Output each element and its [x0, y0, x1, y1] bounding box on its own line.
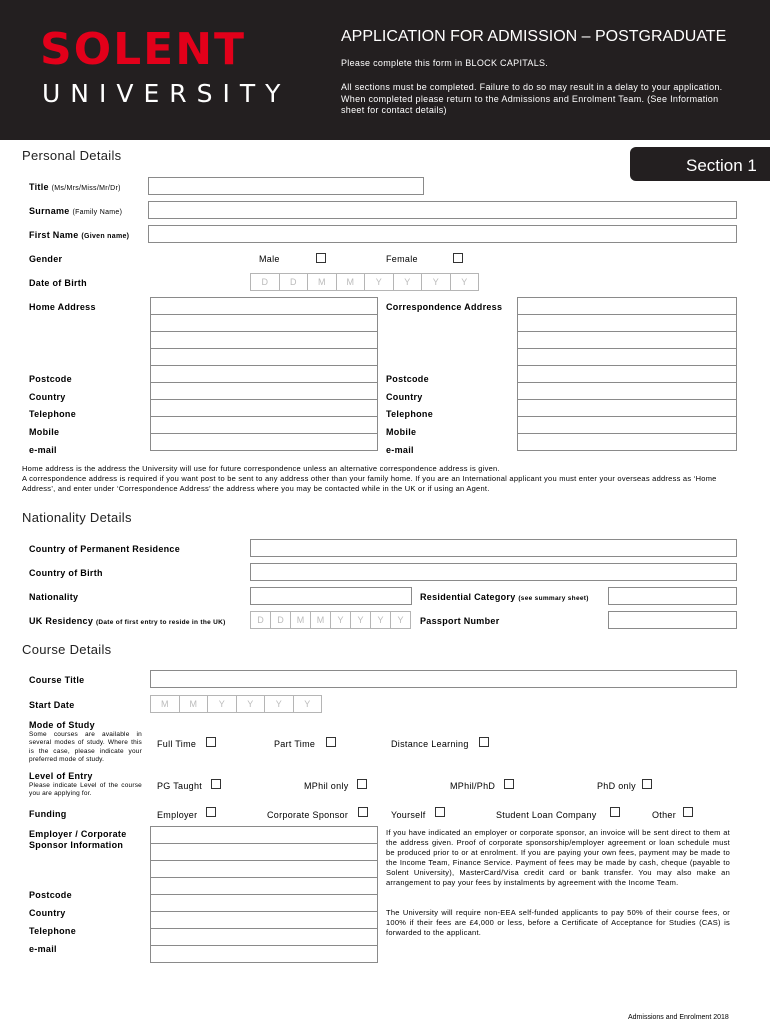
distance-learning-checkbox[interactable] [479, 737, 489, 747]
funding-note-cas: The University will require non-EEA self-funded applicants to pay 50% of their course fees, or 100% if their fees are £4,000 or less, before a Certificate of Acceptance for Studies (CAS) is forwarded to the applicant. [386, 908, 730, 937]
correspondence-postcode-label: Postcode [386, 374, 429, 384]
form-title: APPLICATION FOR ADMISSION – POSTGRADUATE [341, 28, 727, 45]
home-telephone-input[interactable] [150, 399, 378, 417]
home-address-line[interactable] [150, 348, 378, 366]
logo-university: UNIVERSITY [42, 79, 291, 108]
employer-label: Employer [157, 810, 198, 820]
male-label: Male [259, 254, 280, 264]
home-postcode-input[interactable] [150, 365, 378, 383]
correspondence-address-input[interactable] [517, 297, 737, 450]
home-mobile-label: Mobile [29, 427, 60, 437]
student-loan-company-checkbox[interactable] [610, 807, 620, 817]
home-email-input[interactable] [150, 433, 378, 451]
employer-email-input[interactable] [150, 945, 378, 963]
corporate-sponsor-label: Corporate Sponsor [267, 810, 349, 820]
funding-note-payment: If you have indicated an employer or corporate sponsor, an invoice will be sent direct to them at the address given. Proof of corporate sponsorship/employer agreement or loan schedule must be produced prior to or at enrolment. If you are paying your own fees, payment may be made to the Income Team, Finance Service. Payment of fees may be made by cash, cheque (payable to Solent University), MasterCard/Visa credit card or bank transfer. You may also make an arrangement to pay your fees by instalments by agreement with the Income Team. [386, 828, 730, 887]
home-email-label: e-mail [29, 445, 57, 455]
home-country-input[interactable] [150, 382, 378, 400]
uk-residency-label: UK Residency (Date of first entry to reside in the UK) [29, 616, 226, 626]
female-label: Female [386, 254, 418, 264]
permanent-residence-input[interactable] [250, 539, 737, 557]
corporate-sponsor-checkbox[interactable] [358, 807, 368, 817]
passport-label: Passport Number [420, 616, 500, 626]
correspondence-country-input[interactable] [517, 382, 737, 400]
uk-residency-cell[interactable]: D [250, 611, 271, 629]
full-time-label: Full Time [157, 739, 197, 749]
dob-cell[interactable]: D [250, 273, 280, 291]
phd-only-label: PhD only [597, 781, 636, 791]
start-date-input[interactable] [150, 695, 321, 713]
dob-label: Date of Birth [29, 278, 87, 288]
home-country-label: Country [29, 392, 66, 402]
dob-cell[interactable]: Y [393, 273, 423, 291]
mode-of-study-label: Mode of Study [29, 720, 95, 730]
correspondence-mobile-label: Mobile [386, 427, 417, 437]
personal-details-heading: Personal Details [22, 148, 122, 163]
uk-residency-cell[interactable]: Y [330, 611, 351, 629]
other-label: Other [652, 810, 677, 820]
correspondence-address-line[interactable] [517, 348, 737, 366]
start-date-cell[interactable]: Y [207, 695, 237, 713]
residential-category-label: Residential Category (see summary sheet) [420, 592, 589, 602]
section-tab: Section 1 [630, 147, 770, 181]
phd-only-checkbox[interactable] [642, 779, 652, 789]
uk-residency-cell[interactable]: M [310, 611, 331, 629]
correspondence-address-line[interactable] [517, 331, 737, 349]
passport-input[interactable] [608, 611, 737, 629]
home-address-line[interactable] [150, 314, 378, 332]
surname-input[interactable] [148, 201, 737, 219]
employer-address-input[interactable] [150, 826, 378, 962]
dob-cell[interactable]: M [307, 273, 337, 291]
employer-info-label-line2: Sponsor Information [29, 840, 124, 850]
mphil-only-label: MPhil only [304, 781, 349, 791]
course-details-heading: Course Details [22, 642, 112, 657]
employer-info-label-line1: Employer / Corporate [29, 829, 127, 839]
part-time-label: Part Time [274, 739, 316, 749]
correspondence-email-label: e-mail [386, 445, 414, 455]
level-of-entry-label: Level of Entry [29, 771, 93, 781]
yourself-checkbox[interactable] [435, 807, 445, 817]
gender-label: Gender [29, 254, 63, 264]
home-address-line[interactable] [150, 297, 378, 315]
dob-input[interactable] [250, 273, 478, 291]
pg-taught-label: PG Taught [157, 781, 203, 791]
correspondence-telephone-label: Telephone [386, 409, 434, 419]
uk-residency-cell[interactable]: D [270, 611, 291, 629]
first-name-input[interactable] [148, 225, 737, 243]
logo-solent: SOLENT [40, 24, 247, 75]
mphil-only-checkbox[interactable] [357, 779, 367, 789]
nationality-input[interactable] [250, 587, 412, 605]
student-loan-company-label: Student Loan Company [496, 810, 597, 820]
pg-taught-checkbox[interactable] [211, 779, 221, 789]
country-of-birth-label: Country of Birth [29, 568, 103, 578]
residential-category-input[interactable] [608, 587, 737, 605]
correspondence-address-line[interactable] [517, 297, 737, 315]
start-date-cell[interactable]: M [150, 695, 180, 713]
employer-telephone-label: Telephone [29, 926, 77, 936]
page-header [0, 0, 770, 140]
mphil-phd-checkbox[interactable] [504, 779, 514, 789]
level-of-entry-note: Please indicate Level of the course you are applying for. [29, 782, 142, 798]
uk-residency-cell[interactable]: Y [390, 611, 411, 629]
distance-learning-label: Distance Learning [391, 739, 469, 749]
correspondence-telephone-input[interactable] [517, 399, 737, 417]
employer-country-input[interactable] [150, 911, 378, 929]
correspondence-email-input[interactable] [517, 433, 737, 451]
yourself-label: Yourself [391, 810, 426, 820]
home-address-label: Home Address [29, 302, 96, 312]
employer-country-label: Country [29, 908, 66, 918]
uk-residency-input[interactable] [250, 611, 410, 629]
correspondence-postcode-input[interactable] [517, 365, 737, 383]
start-date-label: Start Date [29, 700, 75, 710]
funding-label: Funding [29, 809, 67, 819]
employer-address-line[interactable] [150, 826, 378, 844]
full-time-checkbox[interactable] [206, 737, 216, 747]
nationality-label: Nationality [29, 592, 79, 602]
dob-cell[interactable]: Y [421, 273, 451, 291]
home-address-input[interactable] [150, 297, 378, 450]
employer-telephone-input[interactable] [150, 928, 378, 946]
correspondence-address-line[interactable] [517, 314, 737, 332]
home-telephone-label: Telephone [29, 409, 77, 419]
employer-address-line[interactable] [150, 860, 378, 878]
course-title-input[interactable] [150, 670, 737, 688]
start-date-cell[interactable]: M [179, 695, 209, 713]
home-mobile-input[interactable] [150, 416, 378, 434]
uk-residency-cell[interactable]: Y [370, 611, 391, 629]
employer-email-label: e-mail [29, 944, 57, 954]
dob-cell[interactable]: D [279, 273, 309, 291]
permanent-residence-label: Country of Permanent Residence [29, 544, 181, 554]
home-postcode-label: Postcode [29, 374, 72, 384]
start-date-cell[interactable]: Y [264, 695, 294, 713]
employer-address-line[interactable] [150, 843, 378, 861]
home-address-line[interactable] [150, 331, 378, 349]
country-of-birth-input[interactable] [250, 563, 737, 581]
address-note: Home address is the address the University will use for future correspondence unless an alternative correspondence address is given. A correspondence address is required if you want post to be sent to any address other than your family home. If you are an International applicant you must enter your overseas address as ‘Home Address’, and enter under ‘Correspondence Address’ the address where you may be contacted while in the UK or if using an Agent. [22, 464, 717, 493]
dob-cell[interactable]: Y [364, 273, 394, 291]
title-label: Title (Ms/Mrs/Miss/Mr/Dr) [29, 182, 121, 192]
uk-residency-cell[interactable]: M [290, 611, 311, 629]
mphil-phd-label: MPhil/PhD [450, 781, 496, 791]
employer-checkbox[interactable] [206, 807, 216, 817]
course-title-label: Course Title [29, 675, 85, 685]
mode-of-study-note: Some courses are available in several modes of study. Where this is the case, please indicate your preferred mode of study. [29, 731, 142, 763]
correspondence-address-label: Correspondence Address [386, 302, 503, 312]
male-checkbox[interactable] [316, 253, 326, 263]
part-time-checkbox[interactable] [326, 737, 336, 747]
start-date-cell[interactable]: Y [236, 695, 266, 713]
uk-residency-cell[interactable]: Y [350, 611, 371, 629]
footer-text: Admissions and Enrolment 2018 [628, 1014, 729, 1021]
employer-postcode-label: Postcode [29, 890, 72, 900]
correspondence-mobile-input[interactable] [517, 416, 737, 434]
dob-cell[interactable]: M [336, 273, 366, 291]
employer-postcode-input[interactable] [150, 894, 378, 912]
surname-label: Surname (Family Name) [29, 206, 123, 216]
form-subtitle: Please complete this form in BLOCK CAPITALS. [341, 58, 549, 68]
nationality-details-heading: Nationality Details [22, 510, 132, 525]
first-name-label: First Name (Given name) [29, 230, 130, 240]
title-input[interactable] [148, 177, 424, 195]
form-instructions: All sections must be completed. Failure to do so may result in a delay to your application. When completed please return to the Admissions and Enrolment Team. (See Information sheet for contact details) [341, 82, 723, 115]
dob-cell[interactable]: Y [450, 273, 480, 291]
correspondence-country-label: Country [386, 392, 423, 402]
start-date-cell[interactable]: Y [293, 695, 323, 713]
other-checkbox[interactable] [683, 807, 693, 817]
female-checkbox[interactable] [453, 253, 463, 263]
employer-address-line[interactable] [150, 877, 378, 895]
